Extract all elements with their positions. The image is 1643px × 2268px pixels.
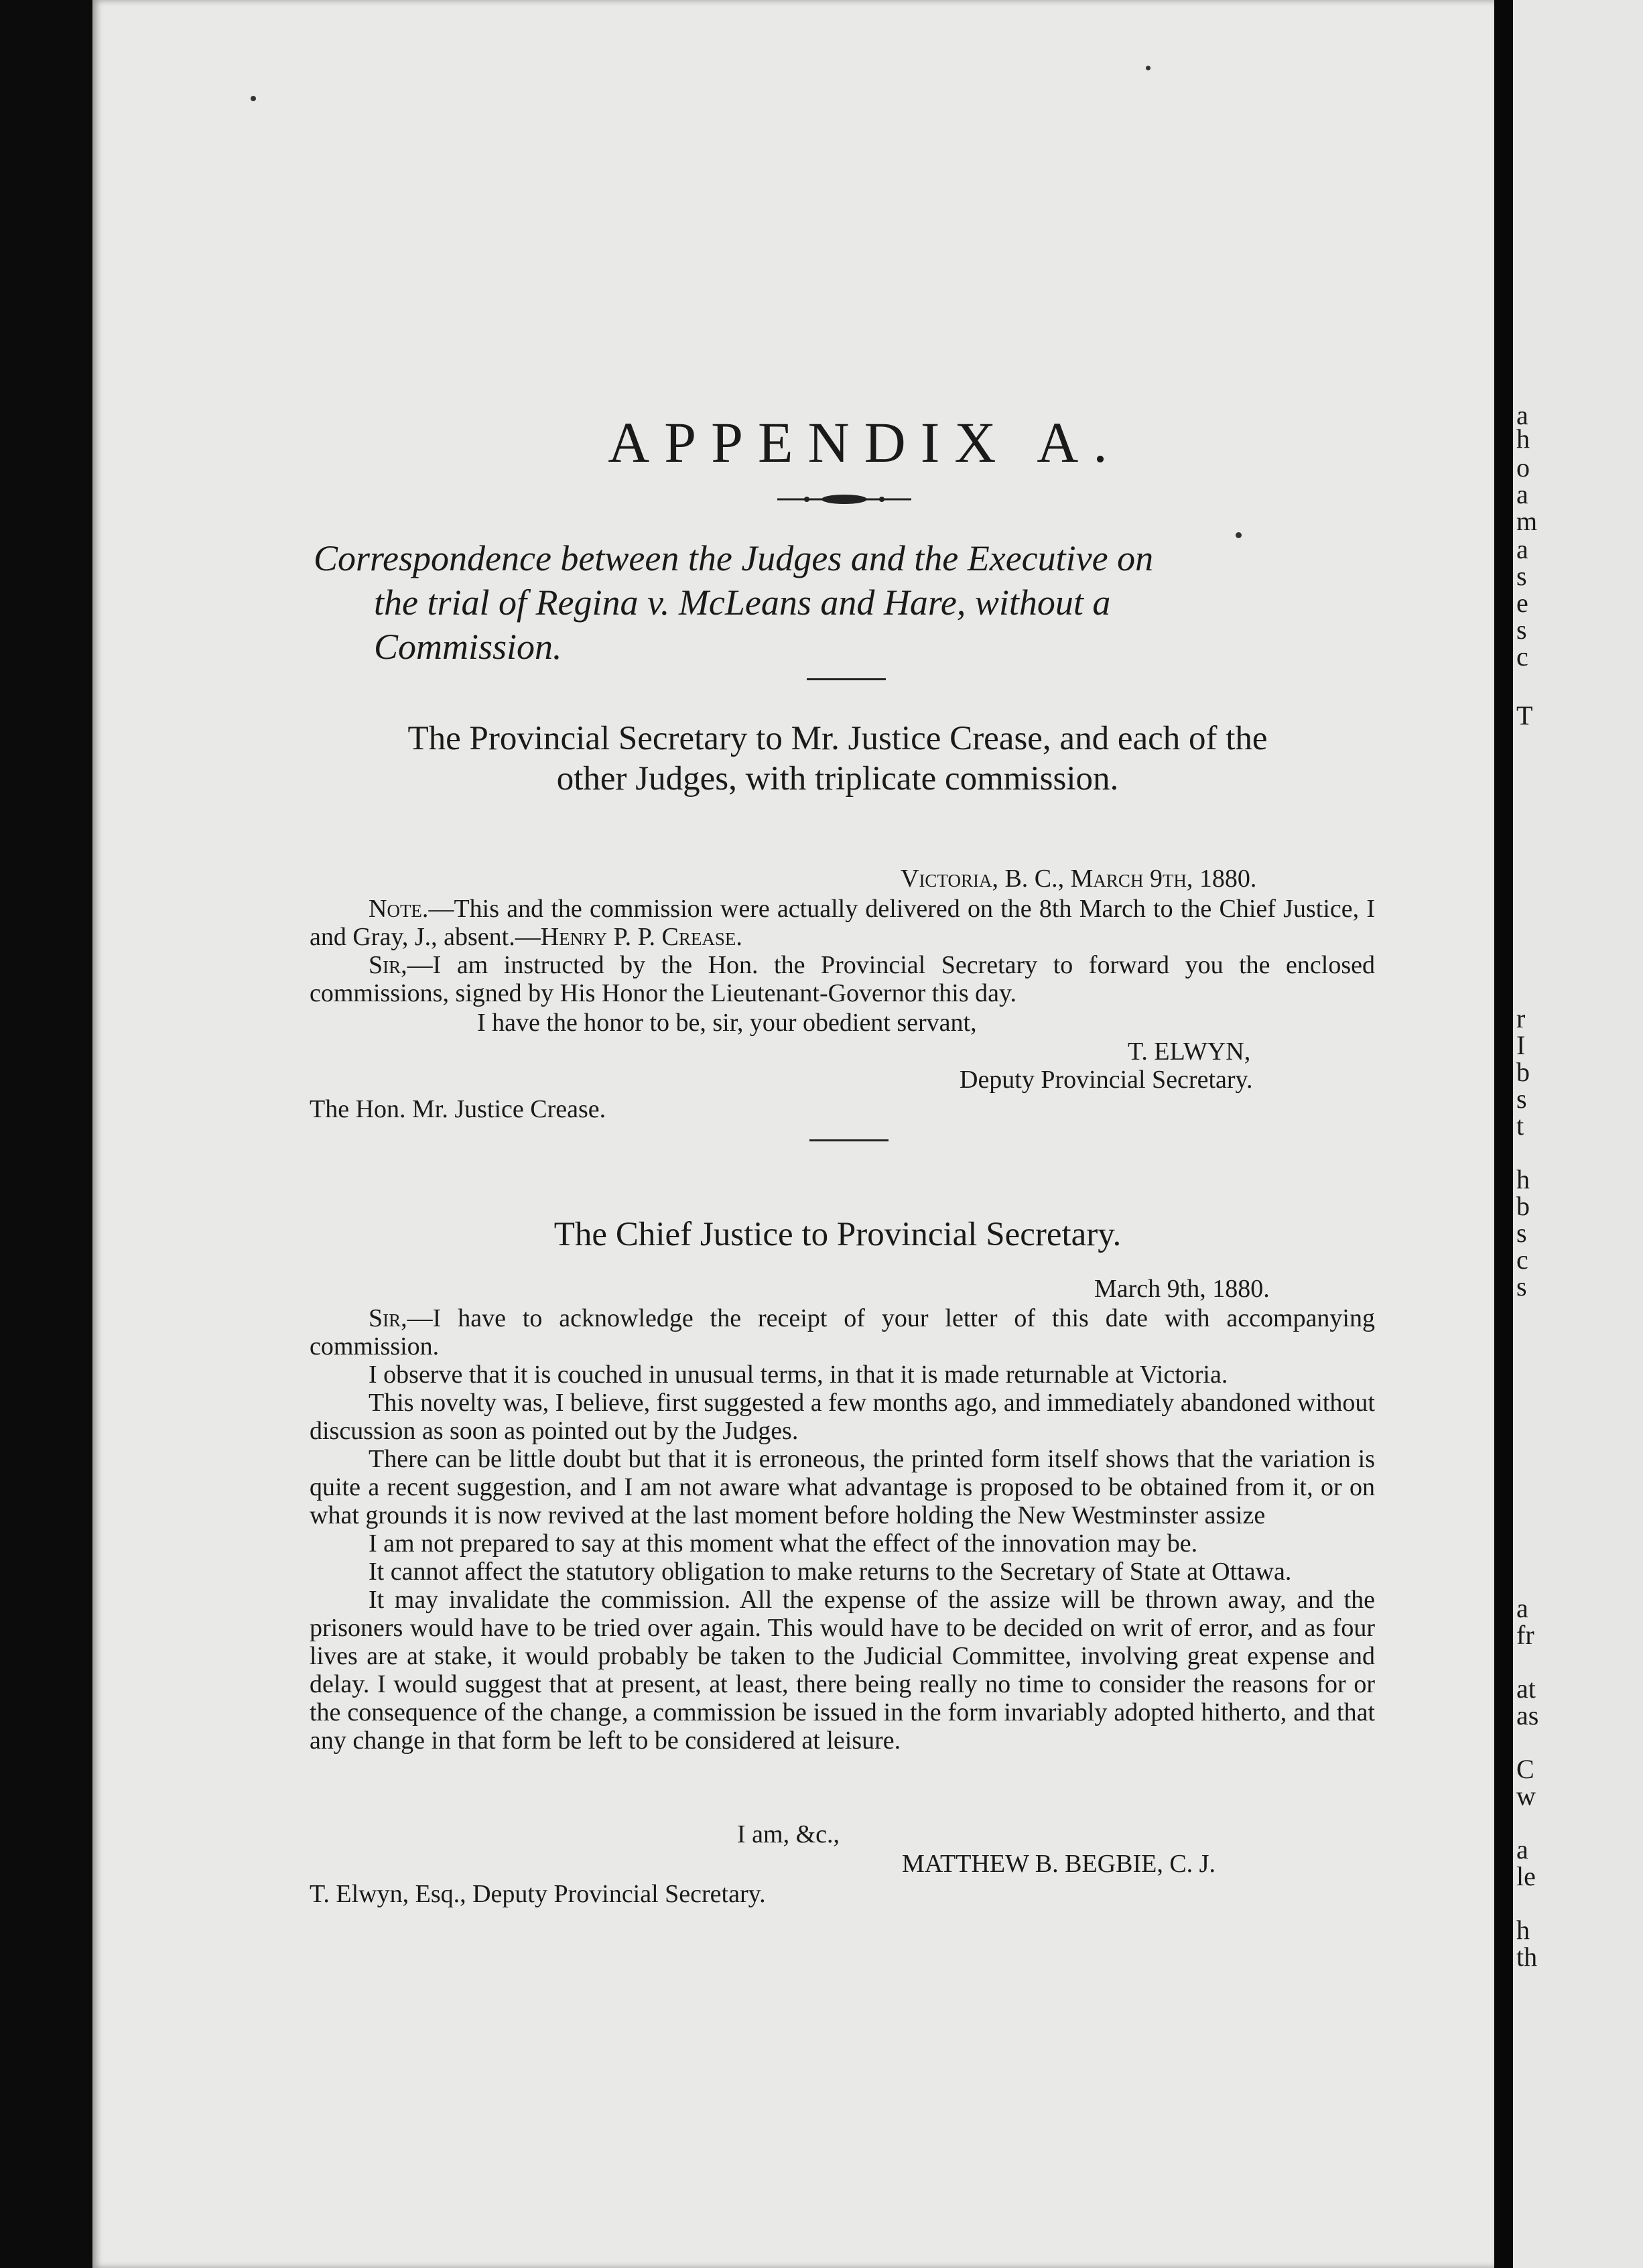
letter1-signature-name: T. ELWYN, (1128, 1037, 1251, 1066)
letter2-closing: I am, &c., (737, 1820, 840, 1848)
letter1-signature-title: Deputy Provincial Secretary. (960, 1066, 1253, 1094)
facing-page-fragment: a (1516, 534, 1528, 564)
letter2-paragraph: There can be little doubt but that it is erroneous, the printed form itself shows that the variation is quite a recent suggestion, and I am not aware what advantage is proposed to be obtained from it, or on what grounds it is now revived at the last moment before holding the New Westminster assize (310, 1445, 1375, 1529)
letter2-heading: The Chief Justice to Provincial Secretary. (553, 1216, 1122, 1253)
subtitle-line-3: Commission. (374, 627, 562, 667)
facing-page-fragment: C (1516, 1754, 1534, 1784)
facing-page-fragment: w (1516, 1781, 1536, 1811)
facing-page-fragment: s (1516, 1218, 1527, 1248)
section-rule (809, 1139, 889, 1141)
section-rule (807, 678, 886, 680)
scan-speck (251, 96, 256, 101)
facing-page-fragment: as (1516, 1700, 1539, 1730)
facing-page-fragment: fr (1516, 1620, 1534, 1650)
letter2-signature: MATTHEW B. BEGBIE, C. J. (902, 1850, 1215, 1878)
facing-page-fragment: s (1516, 1271, 1527, 1302)
letter2-paragraph: Sir,—I have to acknowledge the receipt of your letter of this date with accompanying commission. (310, 1304, 1375, 1361)
letter1-paragraph: Sir,—I am instructed by the Hon. the Provincial Secretary to forward you the enclosed commissions, signed by His Honor the Lieutenant-Governor this day. (310, 951, 1375, 1007)
letter2-paragraph: I observe that it is couched in unusual terms, in that it is made returnable at Victoria. (369, 1361, 1228, 1389)
letter1-addressee: The Hon. Mr. Justice Crease. (310, 1095, 606, 1123)
facing-page-fragment: r (1516, 1003, 1526, 1033)
letter2-paragraph: This novelty was, I believe, first suggested a few months ago, and immediately abandoned without discussion as soon as pointed out by the Judges. (310, 1389, 1375, 1445)
facing-page-fragment: th (1516, 1942, 1538, 1972)
facing-page-fragment: h (1516, 1164, 1530, 1194)
facing-page-fragment: o (1516, 452, 1530, 483)
letter2-paragraph: I am not prepared to say at this moment what the effect of the innovation may be. (369, 1529, 1198, 1558)
facing-page-fragment: s (1516, 561, 1527, 591)
scan-speck (1146, 66, 1151, 70)
letter1-heading (295, 718, 1380, 799)
facing-page-fragment: c (1516, 641, 1528, 672)
letter1-heading-line-1: The Provincial Secretary to Mr. Justice Crease, and each of the (407, 720, 1268, 757)
letter1-body (310, 895, 1375, 1007)
facing-page-fragment: b (1516, 1057, 1530, 1087)
facing-page-fragment: h (1516, 1915, 1530, 1945)
title-ornament (777, 491, 911, 507)
facing-page (1513, 0, 1643, 2268)
facing-page-fragment: a (1516, 1834, 1528, 1865)
page-gutter (1494, 0, 1513, 2268)
appendix-subtitle (314, 536, 1379, 669)
letter2-dateline: March 9th, 1880. (1094, 1275, 1270, 1303)
scan-left-edge (0, 0, 92, 2268)
letter1-heading-line-2: other Judges, with triplicate commission. (556, 760, 1119, 798)
facing-page-fragment: t (1516, 1111, 1524, 1141)
facing-page-fragment: a (1516, 400, 1528, 430)
letter2-body (310, 1304, 1375, 1755)
letter1-dateline: Victoria, B. C., March 9th, 1880. (901, 865, 1257, 893)
facing-page-fragment: a (1516, 479, 1528, 509)
facing-page-fragment: T (1516, 700, 1533, 731)
facing-page-fragment: m (1516, 506, 1538, 536)
letter1-note: Note.—This and the commission were actually delivered on the 8th March to the Chief Justice, I and Gray, J., absent.—Henry P. P. Crease. (310, 895, 1375, 951)
facing-page-fragment: I (1516, 1030, 1526, 1060)
subtitle-line-1: Correspondence between the Judges and the Executive on (314, 538, 1154, 578)
facing-page-fragment: c (1516, 1245, 1528, 1275)
book-page (92, 0, 1494, 2268)
facing-page-fragment: e (1516, 588, 1528, 618)
subtitle-line-2: the trial of Regina v. McLeans and Hare, without a (374, 582, 1111, 623)
letter2-addressee: T. Elwyn, Esq., Deputy Provincial Secretary. (310, 1880, 766, 1908)
facing-page-fragment: at (1516, 1674, 1536, 1704)
facing-page-fragment: s (1516, 1084, 1527, 1114)
appendix-title: APPENDIX A. (608, 410, 1122, 475)
facing-page-fragment: a (1516, 1593, 1528, 1623)
letter2-paragraph: It cannot affect the statutory obligation to make returns to the Secretary of State at Ottawa. (369, 1558, 1292, 1586)
letter1-closing: I have the honor to be, sir, your obedient servant, (477, 1009, 977, 1037)
letter2-paragraph: It may invalidate the commission. All the expense of the assize will be thrown away, and the prisoners would have to be tried over again. This would have to be decided on writ of error, and as four lives are at stake, it would probably be taken to the Judicial Committee, involving great expense and delay. I would suggest that at present, at least, there being really no time to consider the reasons for or the consequence of the change, a commission be issued in the form invariably adopted hitherto, and that any change in that form be left to be considered at leisure. (310, 1586, 1375, 1755)
facing-page-fragment: le (1516, 1861, 1536, 1891)
facing-page-fragment: b (1516, 1191, 1530, 1221)
facing-page-fragment: h (1516, 424, 1530, 454)
facing-page-fragment: s (1516, 615, 1527, 645)
